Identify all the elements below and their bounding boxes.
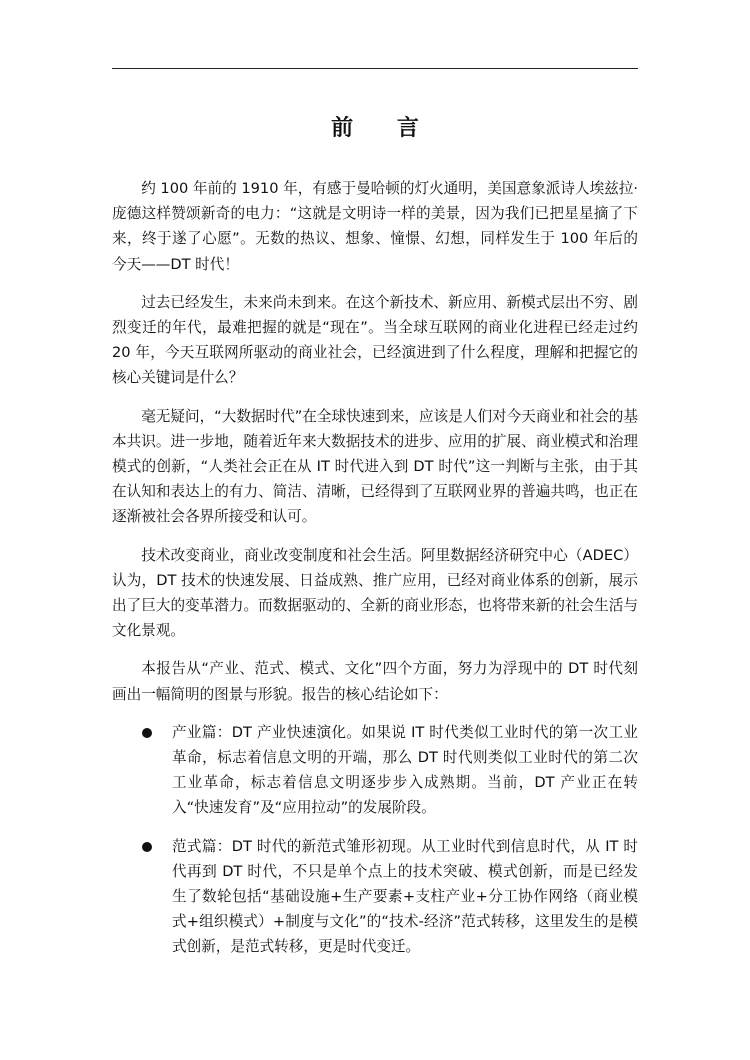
bullet-icon (142, 728, 152, 738)
page-title: 前 言 (331, 116, 437, 141)
paragraph: 过去已经发生，未来尚未到来。在这个新技术、新应用、新模式层出不穷、剧烈变迁的年代，最难把握的就是“现在”。当全球互联网的商业化进程已经走过约 20 年，今天互联网所驱动的商业社会，已经演进到了什么程度，理解和把握它的核心关键词是什么？ (112, 293, 638, 387)
paragraph: 毫无疑问，“大数据时代”在全球快速到来，应该是人们对今天商业和社会的基本共识。进一步地，随着近年来大数据技术的进步、应用的扩展、商业模式和治理模式的创新，“人类社会正在从 IT 时代进入到 DT 时代”这一判断与主张，由于其在认知和表达上的有力、简洁、清晰，已经得到了互联网业界的普遍共鸣，也正在逐渐被社会各界所接受和认可。 (112, 407, 638, 526)
list-item-text: 产业篇：DT 产业快速演化。如果说 IT 时代类似工业时代的第一次工业革命，标志着信息文明的开端，那么 DT 时代则类似工业时代的第二次工业革命，标志着信息文明逐步步入成熟期。当前，DT 产业正在转入“快速发育”及“应用拉动”的发展阶段。 (172, 723, 638, 817)
list-item-text: 范式篇：DT 时代的新范式雏形初现。从工业时代到信息时代，从 IT 时代再到 DT 时代，不只是单个点上的技术突破、模式创新，而是已经发生了数轮包括“基础设施+生产要素+支柱产业+分工协作网络（商业模式+组织模式）+制度与文化”的“技术-经济”范式转移，这里发生的是模式创新，是范式转移，更是时代变迁。 (172, 837, 638, 956)
header-rule (112, 68, 638, 69)
paragraph: 技术改变商业，商业改变制度和社会生活。阿里数据经济研究中心（ADEC）认为，DT 技术的快速发展、日益成熟、推广应用，已经对商业体系的创新，展示出了巨大的变革潜力。而数据驱动的、全新的商业形态，也将带来新的社会生活与文化景观。 (112, 546, 638, 640)
list-item (112, 720, 638, 821)
conclusion-list (112, 720, 638, 960)
document-body (112, 176, 638, 973)
paragraph: 约 100 年前的 1910 年，有感于曼哈顿的灯火通明，美国意象派诗人埃兹拉·庞德这样赞颂新奇的电力：“这就是文明诗一样的美景，因为我们已把星星摘了下来，终于遂了心愿”。无数的热议、想象、憧憬、幻想，同样发生于 100 年后的今天——DT 时代！ (112, 180, 639, 273)
paragraph: 本报告从“产业、范式、模式、文化”四个方面，努力为浮现中的 DT 时代刻画出一幅简明的图景与形貌。报告的核心结论如下： (112, 660, 638, 703)
bullet-icon (142, 842, 152, 852)
list-item (112, 834, 638, 960)
